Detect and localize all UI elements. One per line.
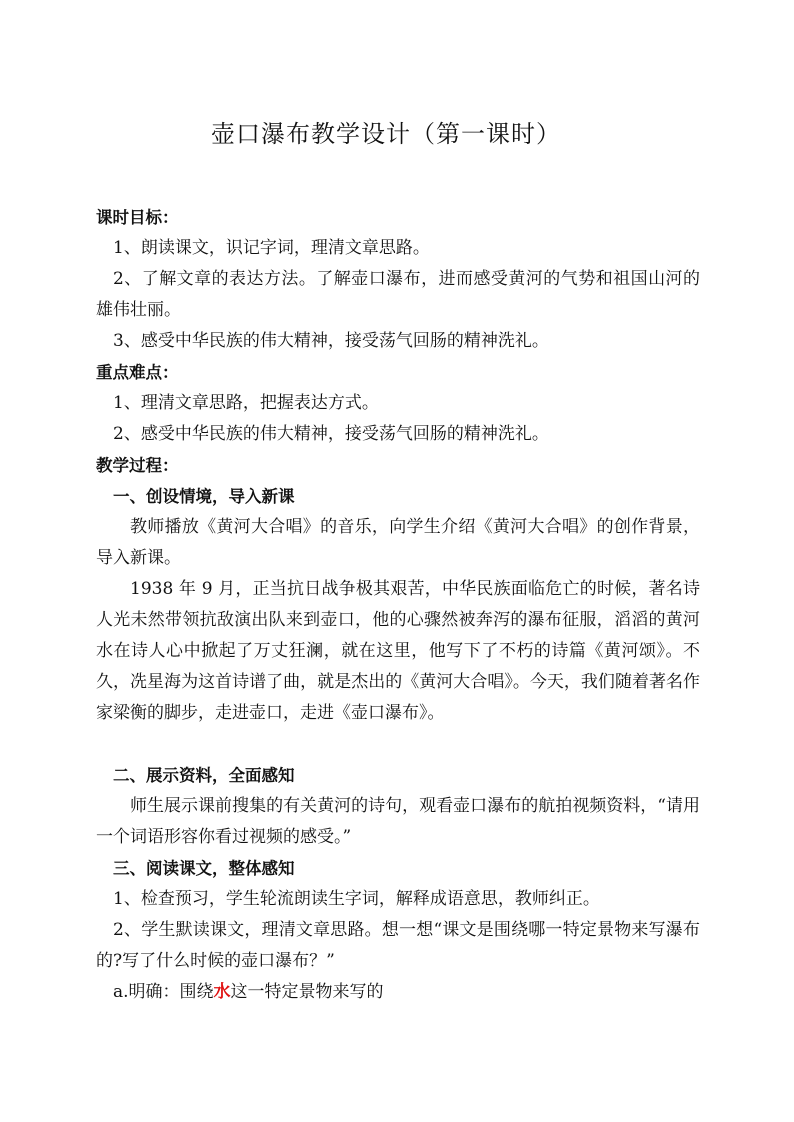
answer-highlight: 水 [213, 982, 231, 1002]
section3-heading: 三、阅读课文，整体感知 [113, 859, 295, 878]
key-point-item-1: 1、理清文章思路，把握表达方式。 [113, 393, 379, 413]
section3-answer [96, 977, 700, 1008]
answer-prefix: a.明确：围绕 [113, 982, 214, 1002]
key-points-heading: 重点难点： [96, 363, 179, 382]
answer-suffix: 这一特定景物来写的 [230, 982, 384, 1002]
section1-paragraph-2: 1938 年 9 月，正当抗日战争极其艰苦，中华民族面临危亡的时候，著名诗人光未然带领抗敌演出队来到壶口，他的心骤然被奔泻的瀑布征服，滔滔的黄河水在诗人心中掀起了万丈狂澜，就在这里，他写下了不朽的诗篇《黄河颂》。不久，冼星海为这首诗谱了曲，就是杰出的《黄河大合唱》。今天，我们随着著名作家梁衡的脚步，走进壶口，走进《壶口瀑布》。 [96, 579, 700, 723]
section2-paragraph-1: 师生展示课前搜集的有关黄河的诗句，观看壶口瀑布的航拍视频资料，“请用一个词语形容你看过视频的感受。” [96, 796, 700, 847]
section3-item-1: 1、检查预习，学生轮流朗读生字词，解释成语意思，教师纠正。 [113, 889, 600, 909]
section3-item-2: 2、学生默读课文，理清文章思路。想一想“课文是围绕哪一特定景物来写瀑布的?写了什么时候的壶口瀑布？” [96, 920, 700, 971]
section1-heading: 一、创设情境，导入新课 [113, 487, 295, 506]
objective-item-2: 2、了解文章的表达方法。了解壶口瀑布，进而感受黄河的气势和祖国山河的雄伟壮丽。 [96, 269, 700, 320]
key-point-item-2: 2、感受中华民族的伟大精神，接受荡气回肠的精神洗礼。 [113, 424, 549, 444]
objective-item-1: 1、朗读课文，识记字词，理清文章思路。 [113, 238, 430, 258]
objective-item-3: 3、感受中华民族的伟大精神，接受荡气回肠的精神洗礼。 [113, 331, 549, 351]
process-heading: 教学过程： [96, 456, 179, 475]
section2-heading: 二、展示资料，全面感知 [113, 766, 295, 785]
section1-paragraph-1: 教师播放《黄河大合唱》的音乐，向学生介绍《黄河大合唱》的创作背景，导入新课。 [96, 517, 700, 568]
page-title: 壶口瀑布教学设计（第一课时） [211, 120, 561, 148]
objectives-heading: 课时目标： [96, 208, 179, 227]
